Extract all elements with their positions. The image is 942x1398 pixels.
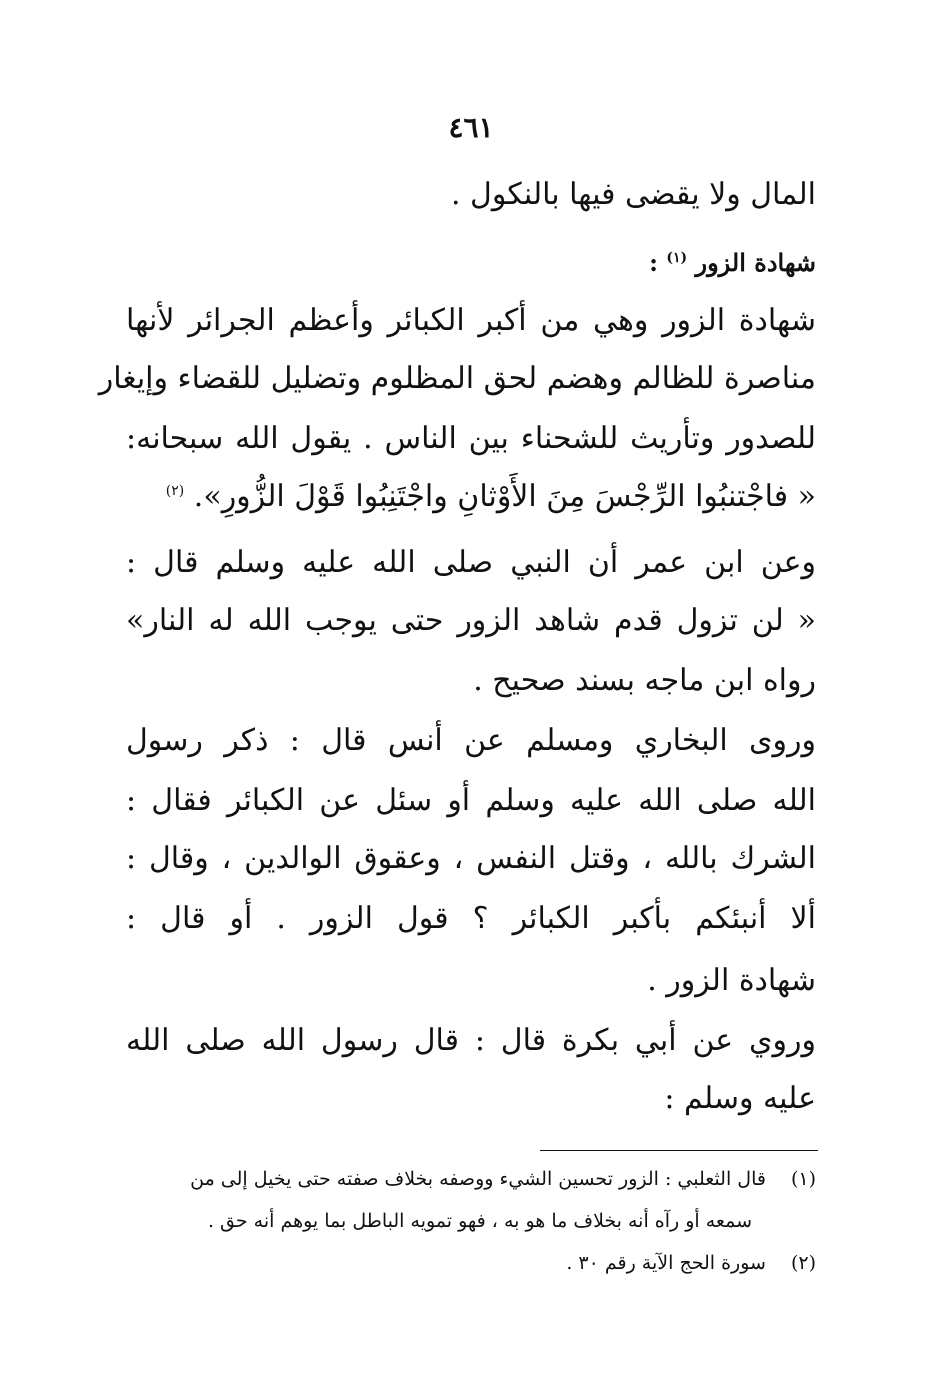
text-line-9: وروى البخاري ومسلم عن أنس قال : ذكر رسول — [126, 723, 816, 758]
hadith-quote: « لن تزول قدم شاهد الزور حتى يوجب الله له النار» — [126, 603, 816, 638]
verse-footnote-ref: (٢) — [165, 483, 185, 499]
heading-colon: : — [649, 248, 658, 277]
heading-title: شهادة الزور — [695, 248, 816, 277]
footnote-2-text: سورة الحج الآية رقم ٣٠ . — [566, 1252, 766, 1274]
paragraph-start-rest: وهي من أكبر الكبائر وأعظم الجرائر لأنها — [126, 303, 649, 338]
paragraph-start: شهادة الزور — [662, 303, 816, 338]
text-line-2 — [126, 296, 816, 346]
text-line-11: الشرك بالله ، وقتل النفس ، وعقوق الوالدين ، وقال : — [126, 841, 816, 876]
text-line-8: رواه ابن ماجه بسند صحيح . — [473, 663, 816, 698]
text-line-6: وعن ابن عمر أن النبي صلى الله عليه وسلم قال : — [126, 545, 816, 580]
text-line-15: عليه وسلم : — [664, 1081, 816, 1116]
footnote-2-number: (٢) — [790, 1252, 816, 1274]
text-line-4: للصدور وتأريث للشحناء بين الناس . يقول الله سبحانه: — [126, 421, 816, 456]
heading-footnote-ref: (١) — [666, 250, 688, 266]
footnote-1 — [126, 1162, 816, 1196]
text-line-3: مناصرة للظالم وهضم لحق المظلوم وتضليل للقضاء وإيغار — [98, 361, 816, 396]
text-line-14: وروي عن أبي بكرة قال : قال رسول الله صلى الله — [126, 1023, 816, 1058]
footnote-2 — [126, 1246, 816, 1280]
text-line-1: المال ولا يقضى فيها بالنكول . — [450, 177, 816, 212]
footnote-1-line-2: سمعه أو رآه أنه بخلاف ما هو به ، فهو تمويه الباطل بما يوهم أنه حق . — [207, 1210, 752, 1232]
text-line-12: ألا أنبئكم بأكبر الكبائر ؟ قول الزور . أو قال : — [126, 901, 816, 936]
quran-verse — [126, 472, 816, 522]
section-heading — [126, 238, 816, 288]
page-number: ٤٦١ — [448, 111, 494, 144]
footnote-1-line-1: قال الثعلبي : الزور تحسين الشيء ووصفه بخلاف صفته حتى يخيل إلى من — [190, 1168, 766, 1190]
footnote-1-number: (١) — [790, 1168, 816, 1190]
footnote-divider — [540, 1150, 818, 1151]
text-line-10: الله صلى الله عليه وسلم أو سئل عن الكبائر فقال : — [126, 783, 816, 818]
text-line-13: شهادة الزور . — [647, 963, 816, 998]
verse-text: « فاجْتنبُوا الرِّجْسَ مِنَ الأَوْثانِ واجْتَنِبُوا قَوْلَ الزُّورِ». — [193, 479, 816, 514]
